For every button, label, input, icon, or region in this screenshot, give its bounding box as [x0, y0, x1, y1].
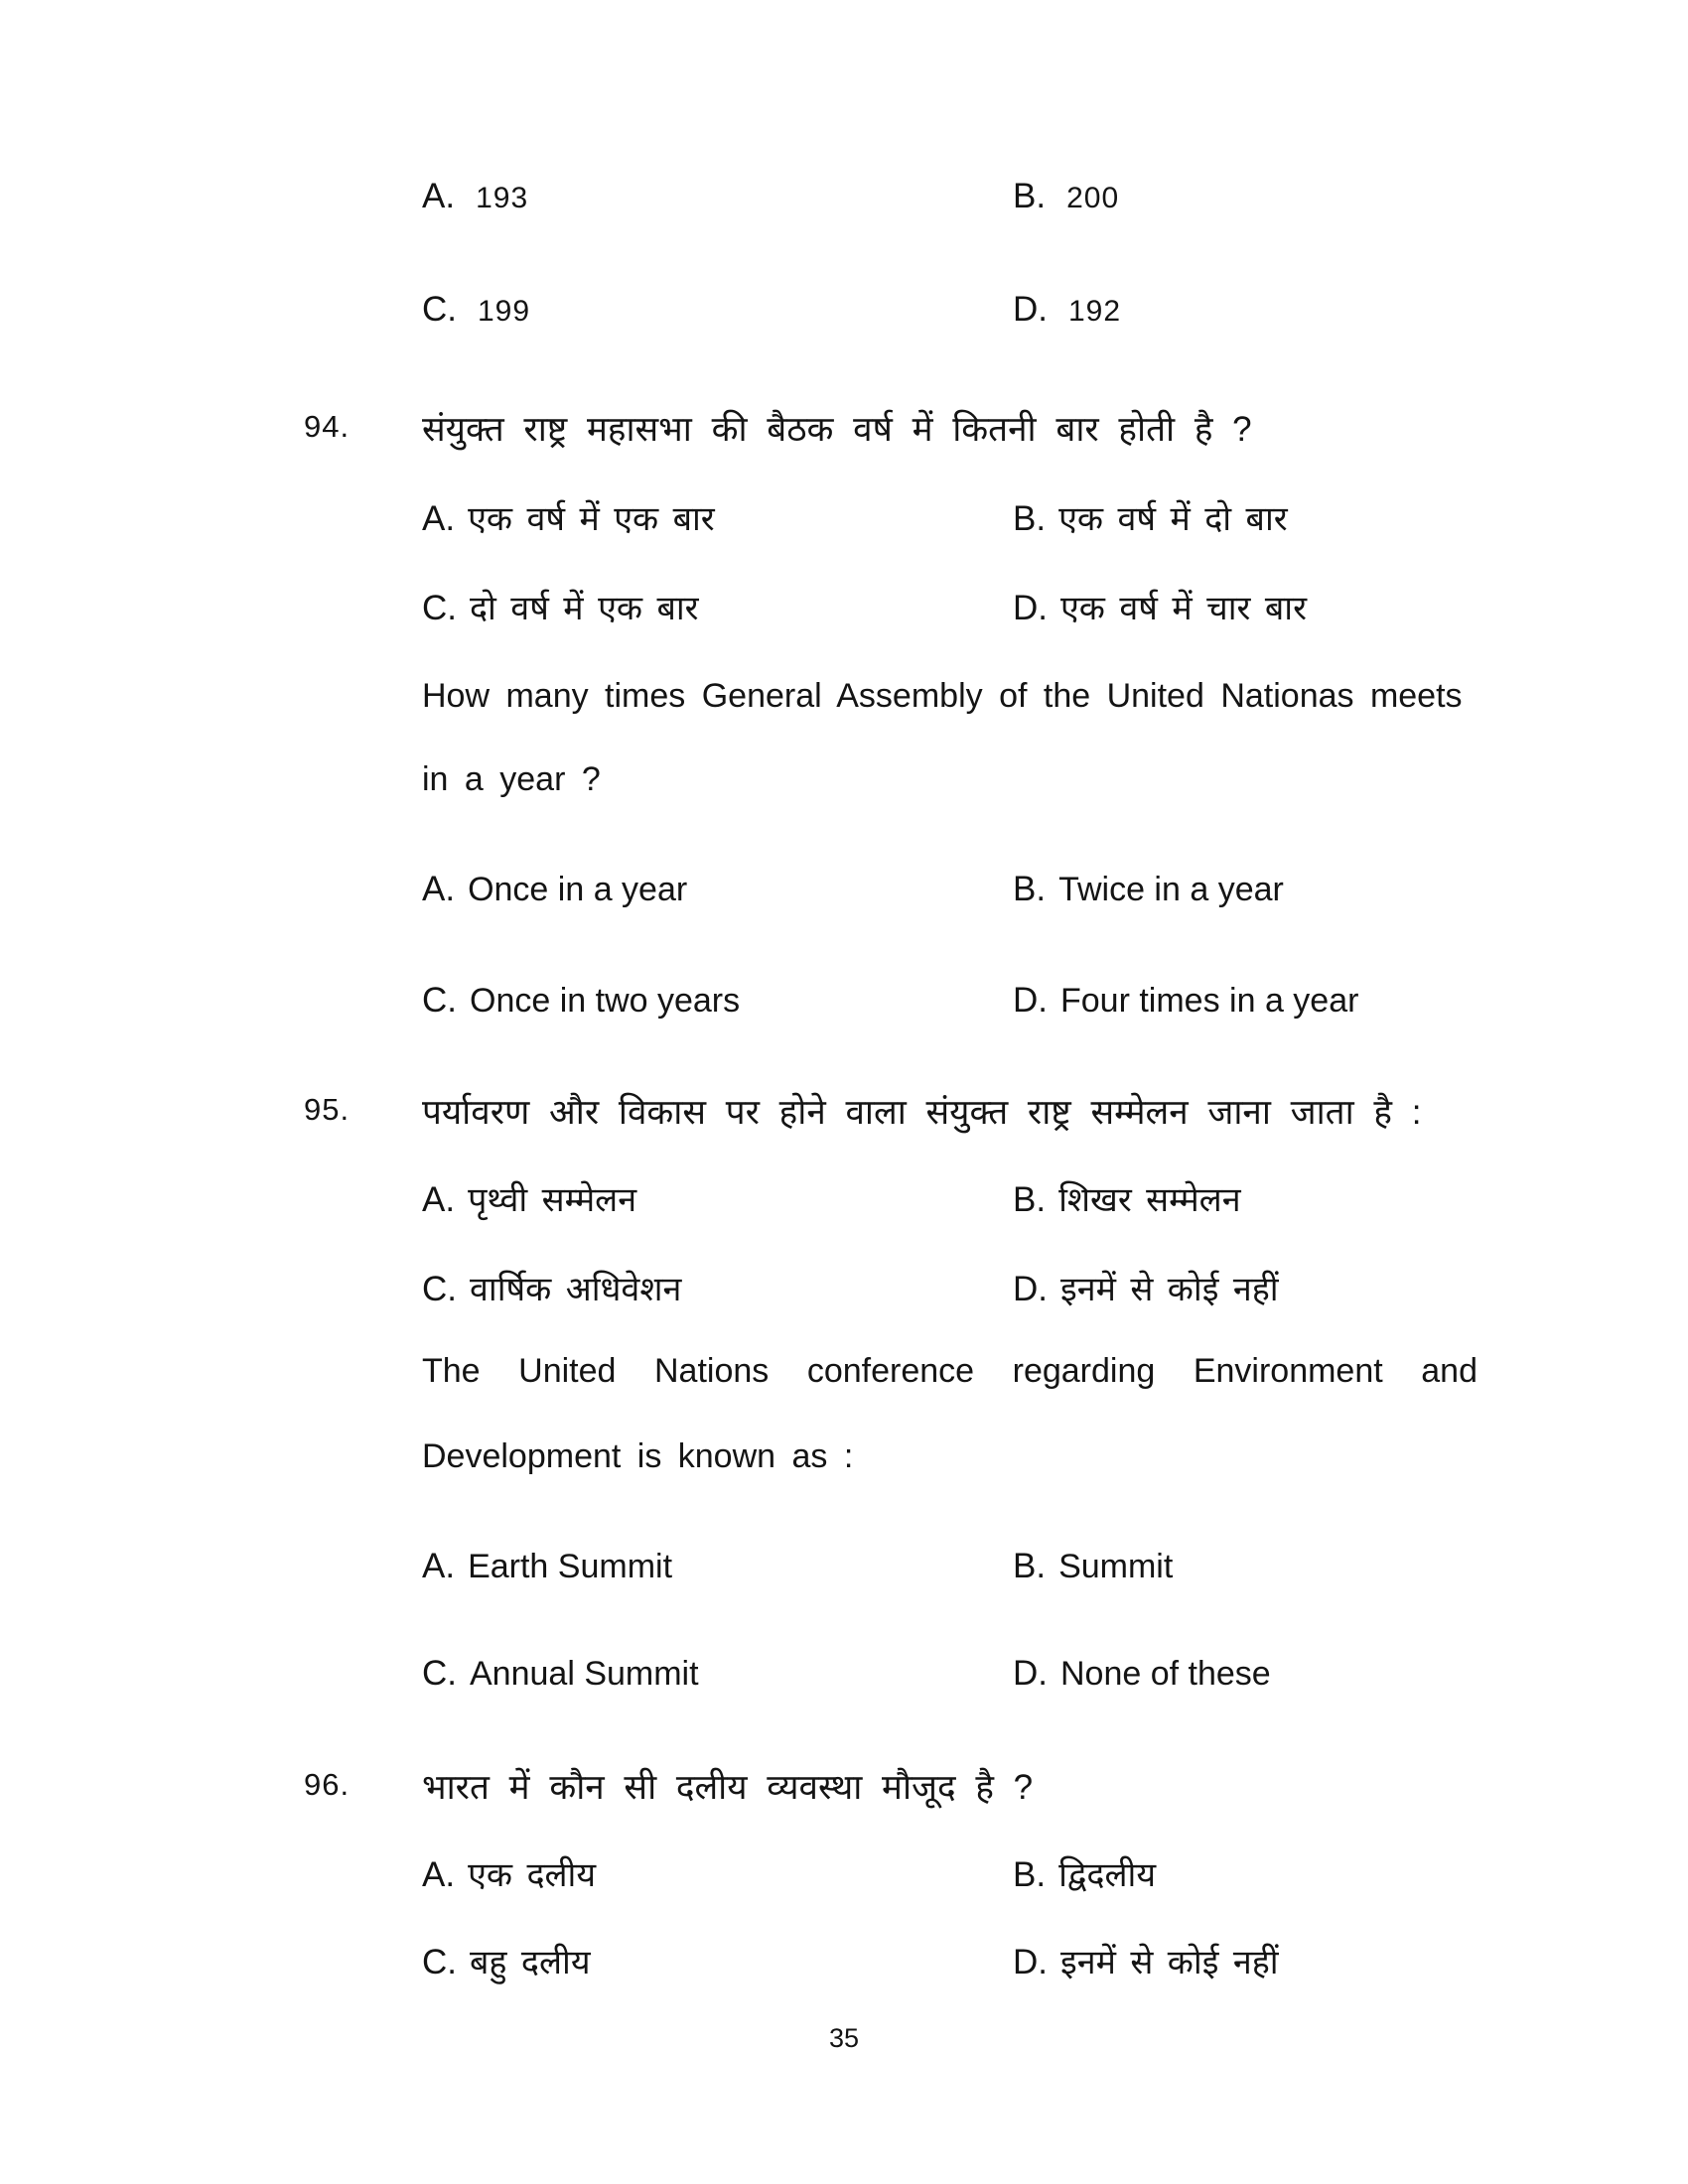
page-number: 35	[828, 2023, 860, 2053]
q95-english-options-row-2	[422, 1654, 1477, 1694]
q93-option-a	[422, 177, 1013, 216]
option-text: Earth Summit	[468, 1548, 673, 1585]
option-letter: B.	[1013, 1547, 1047, 1585]
question-number: 96.	[304, 1767, 351, 1802]
option-text: एक वर्ष में चार बार	[1060, 590, 1308, 627]
q94-hindi-options-row-2	[422, 584, 1477, 629]
q95-option-a-en	[422, 1547, 1013, 1586]
option-text: Twice in a year	[1058, 871, 1284, 908]
option-letter: D.	[1013, 290, 1048, 329]
q94-question-english-line1: How many times General Assembly of the United Nationas meets	[422, 677, 1463, 715]
q95-hindi-options-row-1	[422, 1175, 1477, 1221]
question-text-hindi: पर्यावरण और विकास पर होने वाला संयुक्त राष्ट्र सम्मेलन जाना जाता है :	[422, 1093, 1422, 1132]
option-text: शिखर सम्मेलन	[1058, 1181, 1241, 1219]
option-text: एक वर्ष में एक बार	[468, 500, 715, 538]
option-letter: B.	[1013, 177, 1047, 215]
option-letter: A.	[422, 870, 456, 908]
option-text: Four times in a year	[1060, 982, 1359, 1020]
option-text: इनमें से कोई नहीं	[1060, 1944, 1279, 1981]
q95-option-c-en	[422, 1654, 1013, 1694]
option-text: Once in a year	[468, 871, 688, 908]
question-number: 94.	[304, 409, 351, 444]
q96-option-a-hi	[422, 1850, 1013, 1896]
option-value: 200	[1066, 182, 1120, 214]
q94-english-options-row-2	[422, 981, 1477, 1021]
option-letter: B.	[1013, 1180, 1047, 1219]
q95-option-b-hi	[1013, 1175, 1477, 1221]
option-letter: A.	[422, 177, 456, 215]
q93-options-row-1	[422, 177, 1477, 216]
q95-question-english-line2: Development is known as :	[422, 1437, 854, 1475]
q95-option-a-hi	[422, 1175, 1013, 1221]
option-text: Annual Summit	[470, 1655, 699, 1693]
option-text: Summit	[1058, 1548, 1174, 1585]
q96-option-d-hi	[1013, 1938, 1477, 1983]
option-text: Once in two years	[470, 982, 741, 1020]
option-letter: D.	[1013, 981, 1048, 1020]
q95-option-d-hi	[1013, 1265, 1477, 1310]
q94-option-d-hi	[1013, 584, 1477, 629]
q96-option-c-hi	[422, 1938, 1013, 1983]
option-letter: C.	[422, 1270, 457, 1308]
q96-hindi-options-row-2	[422, 1938, 1477, 1983]
q96-hindi-options-row-1	[422, 1850, 1477, 1896]
option-text: एक वर्ष में दो बार	[1058, 500, 1288, 538]
q95-option-d-en	[1013, 1654, 1477, 1694]
q93-option-c	[422, 290, 1013, 330]
q95-question-english-line1: The United Nations conference regarding Environment and	[422, 1352, 1477, 1390]
q94-header	[304, 405, 1477, 452]
question-number: 95.	[304, 1092, 351, 1127]
option-letter: A.	[422, 499, 456, 538]
q94-option-a-hi	[422, 494, 1013, 540]
q96-option-b-hi	[1013, 1850, 1477, 1896]
option-letter: D.	[1013, 1270, 1048, 1308]
q94-option-b-en	[1013, 870, 1477, 909]
question-text-hindi: भारत में कौन सी दलीय व्यवस्था मौजूद है ?	[422, 1768, 1034, 1807]
option-value: 193	[476, 182, 529, 214]
option-letter: A.	[422, 1180, 456, 1219]
option-letter: C.	[422, 290, 457, 329]
option-text: एक दलीय	[468, 1856, 597, 1894]
q95-header	[304, 1088, 1477, 1135]
option-text: बहु दलीय	[470, 1944, 591, 1981]
option-letter: C.	[422, 981, 457, 1020]
q95-english-options-row-1	[422, 1547, 1477, 1586]
option-letter: B.	[1013, 1855, 1047, 1894]
q93-option-b	[1013, 177, 1477, 216]
option-letter: B.	[1013, 499, 1047, 538]
option-text: दो वर्ष में एक बार	[470, 590, 699, 627]
option-letter: C.	[422, 1943, 457, 1981]
option-letter: A.	[422, 1547, 456, 1585]
q94-question-english-line2: in a year ?	[422, 760, 601, 798]
q95-hindi-options-row-2	[422, 1265, 1477, 1310]
q94-option-d-en	[1013, 981, 1477, 1021]
q95-option-c-hi	[422, 1265, 1013, 1310]
q94-option-b-hi	[1013, 494, 1477, 540]
option-text: इनमें से कोई नहीं	[1060, 1271, 1279, 1308]
q94-option-a-en	[422, 870, 1013, 909]
q94-english-options-row-1	[422, 870, 1477, 909]
option-value: 192	[1068, 295, 1122, 328]
q95-option-b-en	[1013, 1547, 1477, 1586]
q93-option-d	[1013, 290, 1477, 330]
option-letter: A.	[422, 1855, 456, 1894]
option-value: 199	[478, 295, 531, 328]
q93-options-row-2	[422, 290, 1477, 330]
option-letter: C.	[422, 589, 457, 627]
option-text: द्विदलीय	[1058, 1856, 1157, 1894]
option-letter: D.	[1013, 1943, 1048, 1981]
option-text: None of these	[1060, 1655, 1271, 1693]
question-text-hindi: संयुक्त राष्ट्र महासभा की बैठक वर्ष में कितनी बार होती है ?	[422, 410, 1252, 449]
q96-header	[304, 1763, 1477, 1810]
option-text: वार्षिक अधिवेशन	[470, 1271, 682, 1308]
option-letter: D.	[1013, 589, 1048, 627]
q94-option-c-hi	[422, 584, 1013, 629]
q94-option-c-en	[422, 981, 1013, 1021]
option-text: पृथ्वी सम्मेलन	[468, 1181, 637, 1219]
option-letter: C.	[422, 1654, 457, 1693]
option-letter: D.	[1013, 1654, 1048, 1693]
q94-hindi-options-row-1	[422, 494, 1477, 540]
option-letter: B.	[1013, 870, 1047, 908]
